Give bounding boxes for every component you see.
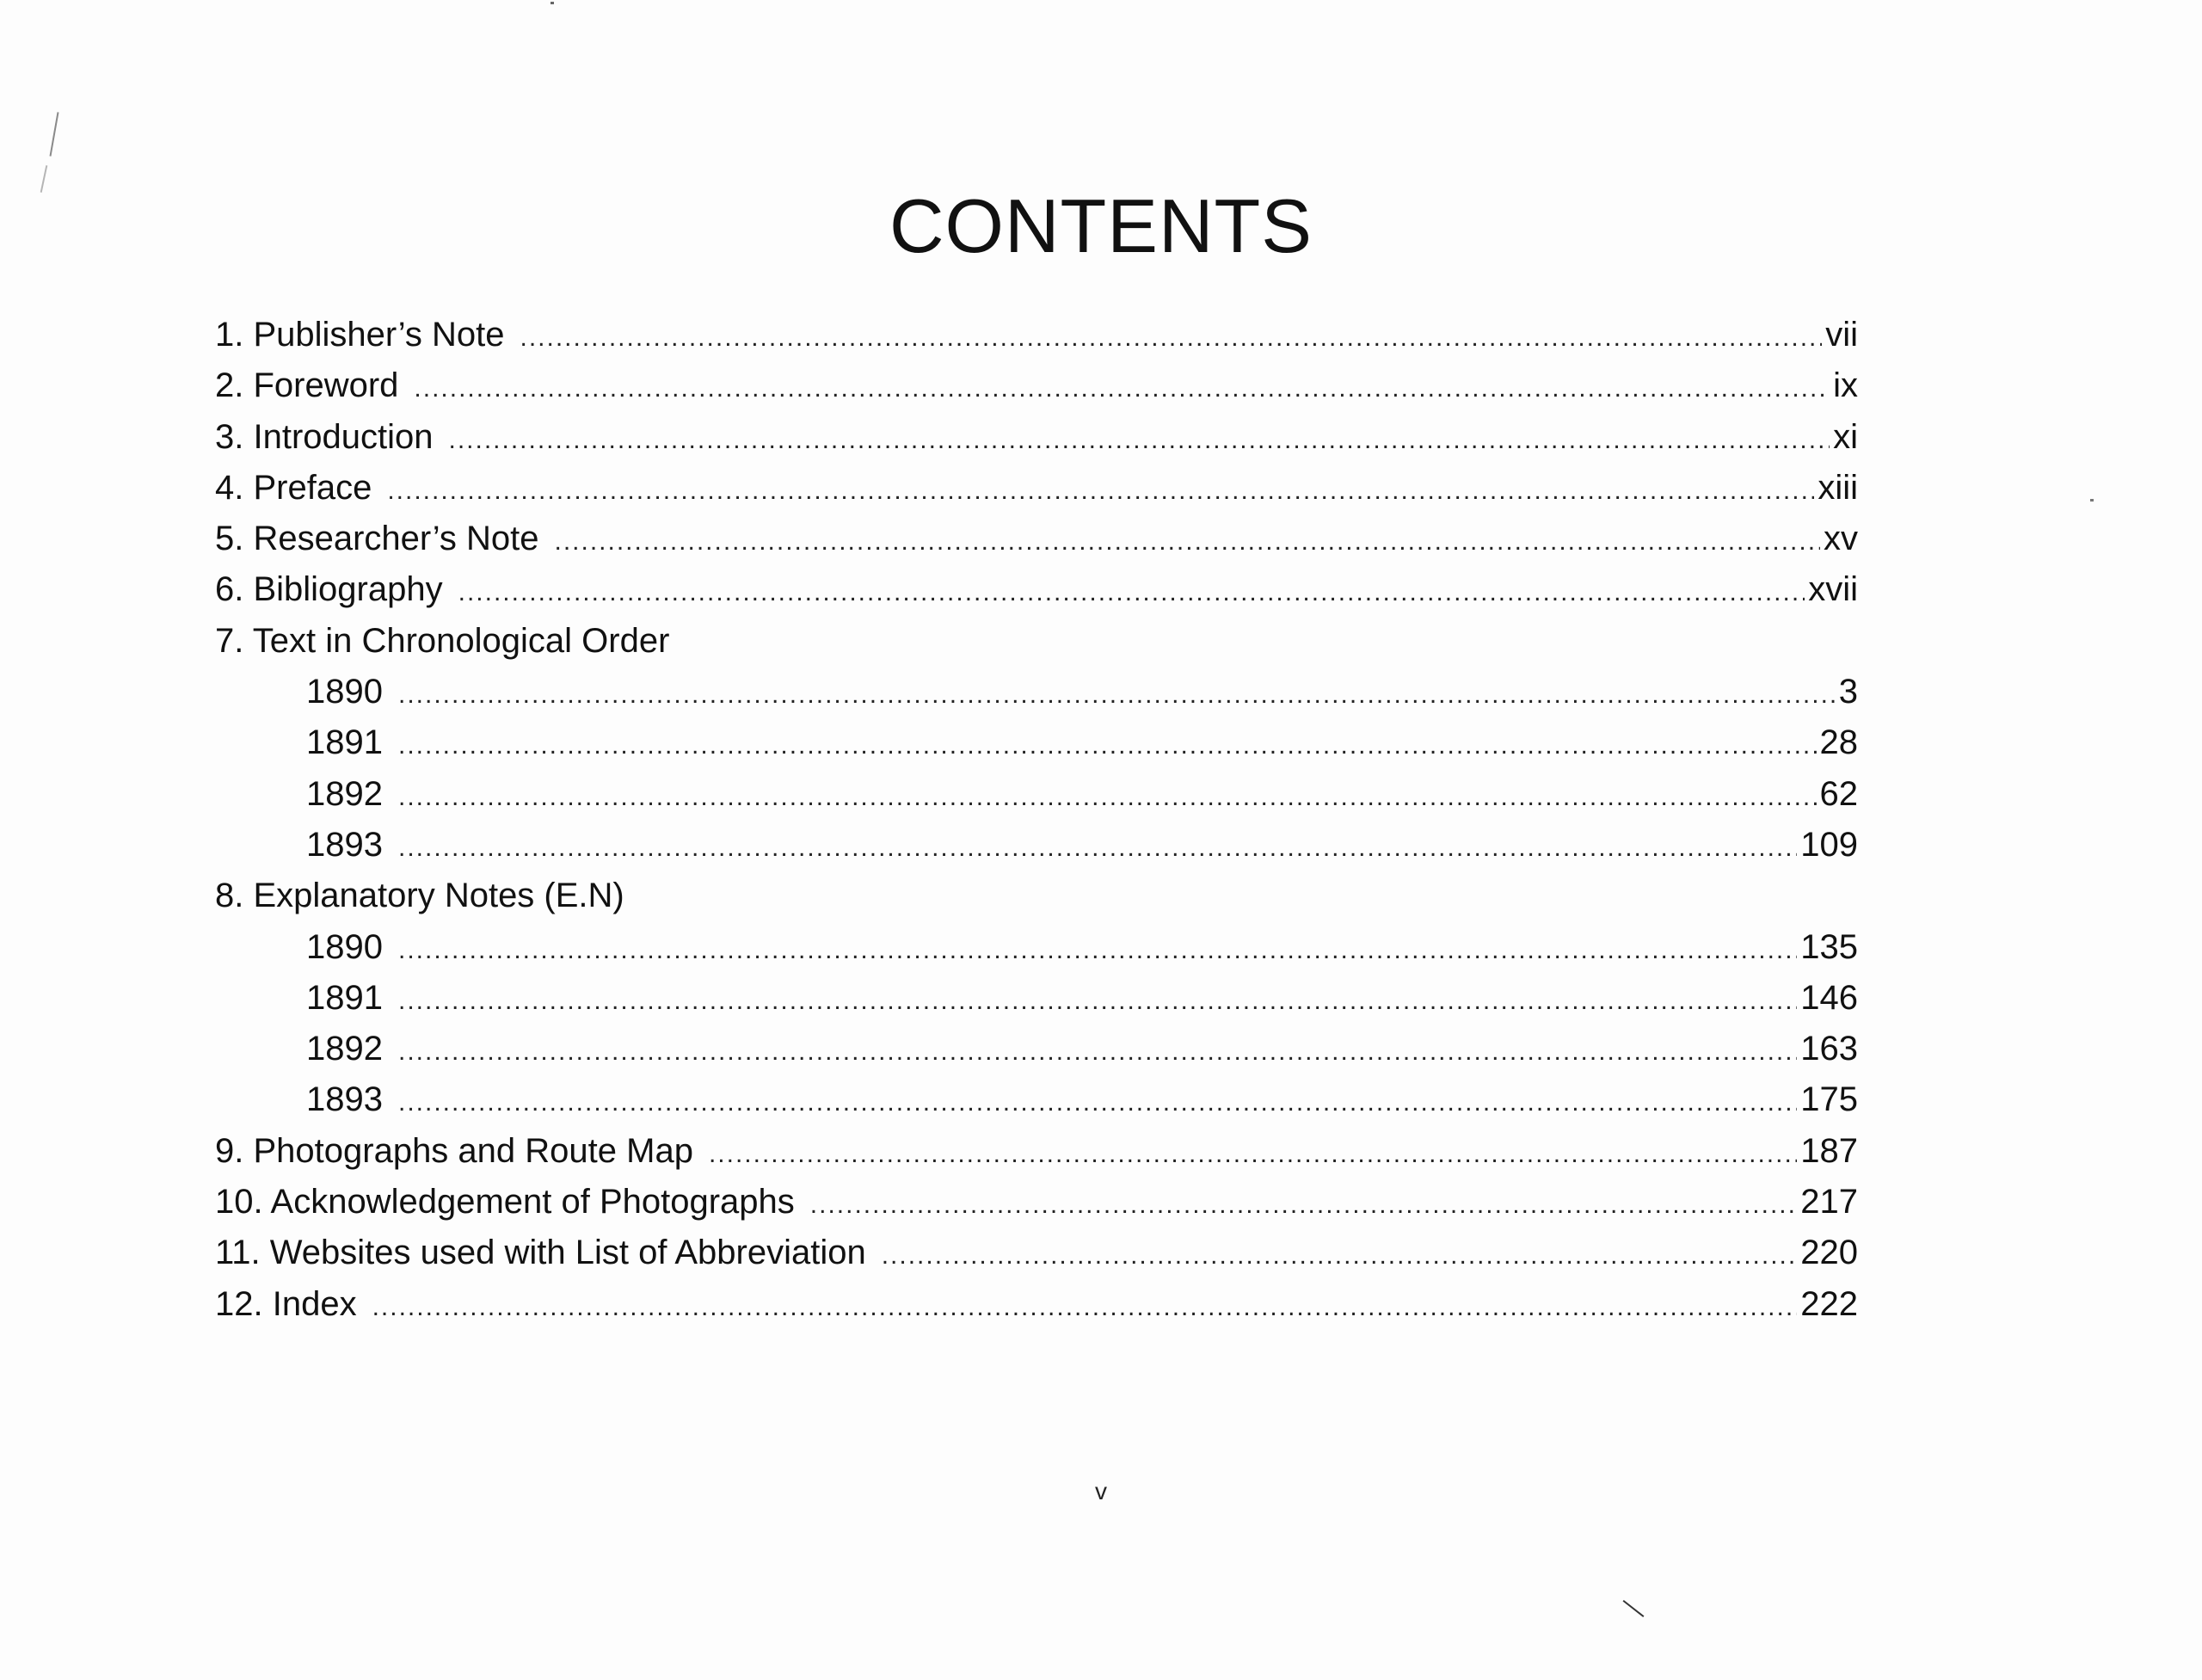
toc-entry-label: 12. Index [215,1284,357,1323]
toc-entry[interactable] [215,514,1858,564]
scan-mark [50,112,59,157]
dot-leader [398,772,1817,822]
toc-subentry[interactable] [215,1024,1858,1074]
toc-subentry[interactable] [215,667,1858,717]
table-of-contents [215,310,1858,1330]
dot-leader [398,1026,1797,1077]
toc-section-heading [215,871,1858,921]
toc-entry[interactable] [215,1126,1858,1177]
scan-mark [2090,499,2094,502]
page-title: CONTENTS [889,183,1313,268]
toc-entry-page: 217 [1800,1183,1858,1222]
dot-leader [810,1179,1797,1230]
dot-leader [398,975,1797,1026]
toc-entry-label: 1892 [306,1030,383,1068]
toc-entry-page: ix [1833,366,1858,405]
toc-entry-page: 222 [1800,1284,1858,1323]
toc-entry-page: xi [1833,417,1858,456]
toc-entry-label: 1891 [306,723,383,762]
toc-entry-page: 163 [1800,1030,1858,1068]
toc-entry-page: 62 [1819,774,1858,813]
toc-section-label: 8. Explanatory Notes (E.N) [215,877,624,915]
toc-entry[interactable] [215,1228,1858,1278]
toc-section-heading [215,616,1858,667]
toc-subentry[interactable] [215,973,1858,1024]
toc-entry-label: 1890 [306,673,383,711]
toc-entry-label: 4. Preface [215,468,372,507]
toc-entry-page: 187 [1800,1131,1858,1170]
toc-entry-label: 1890 [306,927,383,966]
toc-entry[interactable] [215,1177,1858,1228]
toc-subentry[interactable] [215,1074,1858,1125]
dot-leader [398,720,1817,771]
dot-leader [387,465,1814,516]
toc-entry-page: xvii [1808,570,1858,609]
toc-section-label: 7. Text in Chronological Order [215,621,670,660]
toc-subentry[interactable] [215,717,1858,768]
dot-leader [554,516,1820,567]
toc-entry-page: 175 [1800,1080,1858,1119]
toc-entry-label: 5. Researcher’s Note [215,520,539,558]
dot-leader [398,1077,1797,1128]
dot-leader [414,363,1830,414]
toc-entry-label: 6. Bibliography [215,570,443,609]
toc-entry[interactable] [215,360,1858,411]
toc-entry-page: 135 [1800,927,1858,966]
toc-entry[interactable] [215,1279,1858,1330]
toc-entry-label: 1891 [306,978,383,1017]
toc-entry-page: 220 [1800,1234,1858,1272]
toc-entry-page: 146 [1800,978,1858,1017]
toc-entry-page: xv [1824,520,1858,558]
toc-entry-label: 1892 [306,774,383,813]
toc-entry[interactable] [215,463,1858,514]
scan-mark [550,2,554,4]
toc-entry-label: 1893 [306,1080,383,1119]
dot-leader [520,312,1822,363]
toc-subentry[interactable] [215,820,1858,871]
toc-subentry[interactable] [215,769,1858,820]
toc-entry-page: 28 [1819,723,1858,762]
toc-entry-label: 11. Websites used with List of Abbreviation [215,1234,866,1272]
toc-entry-page: xiii [1818,468,1858,507]
page-number: v [1095,1478,1107,1505]
dot-leader [709,1129,1797,1179]
toc-entry-page: 109 [1800,825,1858,864]
dot-leader [372,1282,1798,1332]
scan-mark [1623,1600,1645,1617]
dot-leader [449,415,1830,465]
toc-entry-label: 1. Publisher’s Note [215,316,505,354]
dot-leader [458,567,1805,618]
toc-entry-page: vii [1825,316,1858,354]
dot-leader [398,822,1797,873]
toc-entry-label: 9. Photographs and Route Map [215,1131,693,1170]
toc-entry[interactable] [215,564,1858,615]
dot-leader [882,1230,1798,1281]
toc-entry-page: 3 [1838,673,1858,711]
dot-leader [398,925,1797,975]
toc-entry-label: 2. Foreword [215,366,399,405]
toc-entry-label: 1893 [306,825,383,864]
toc-entry[interactable] [215,412,1858,463]
toc-subentry[interactable] [215,922,1858,973]
toc-entry-label: 10. Acknowledgement of Photographs [215,1183,795,1222]
toc-entry-label: 3. Introduction [215,417,434,456]
dot-leader [398,669,1836,720]
toc-entry[interactable] [215,310,1858,360]
